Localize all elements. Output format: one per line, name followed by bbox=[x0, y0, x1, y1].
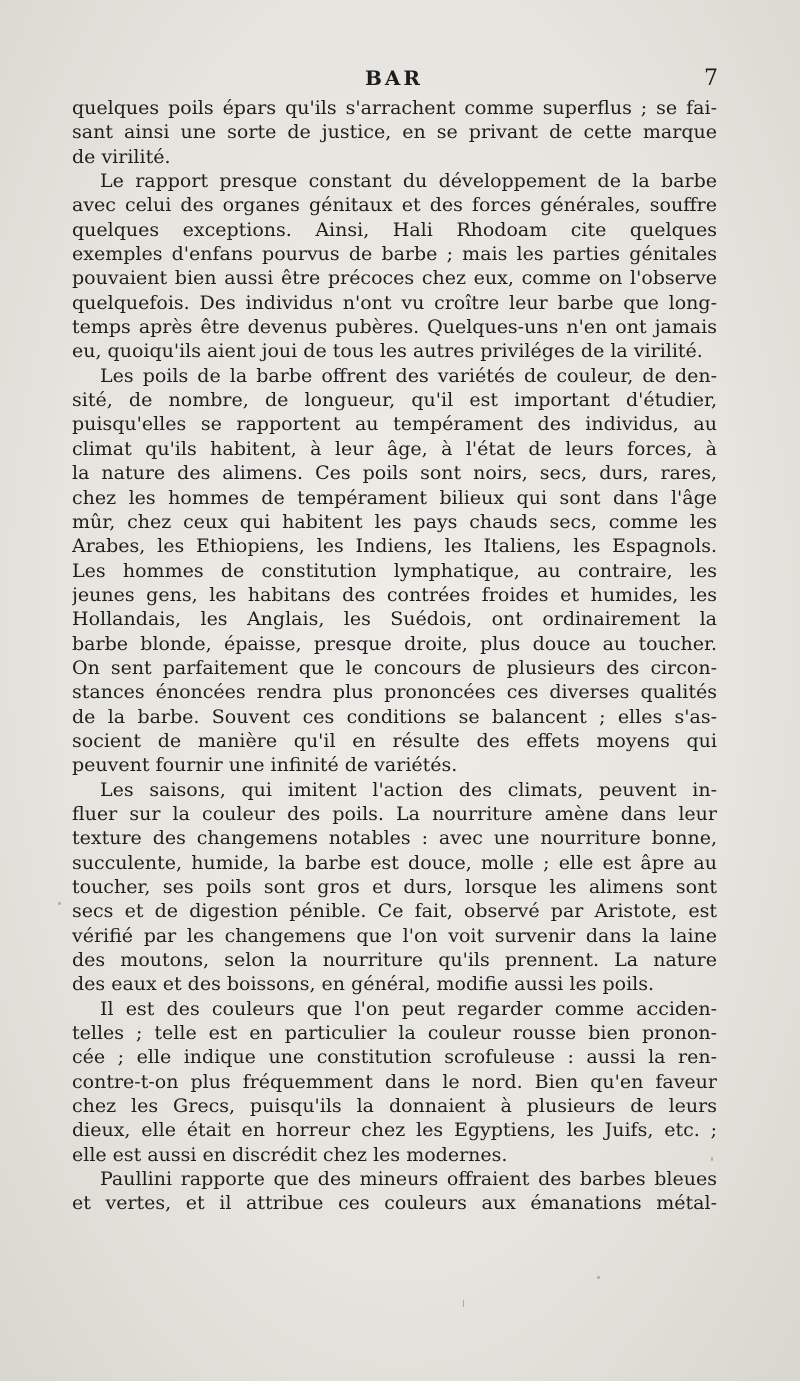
paragraph bbox=[72, 169, 717, 364]
text-line: Les saisons, qui imitent l'action des climats, peuvent in- bbox=[100, 778, 717, 801]
text-line: On sent parfaitement que le concours de plusieurs des circon- bbox=[72, 656, 717, 679]
text-line: fluer sur la couleur des poils. La nourriture amène dans leur bbox=[72, 802, 717, 825]
text-line: quelques exceptions. Ainsi, Hali Rhodoam cite quelques bbox=[72, 218, 717, 241]
text-line: Paullini rapporte que des mineurs offraient des barbes bleues bbox=[100, 1168, 717, 1191]
paragraph bbox=[72, 997, 717, 1167]
text-line: mûr, chez ceux qui habitent les pays chauds secs, comme les bbox=[72, 510, 717, 533]
text-line: Le rapport presque constant du développement de la barbe bbox=[100, 170, 717, 193]
text-line: toucher, ses poils sont gros et durs, lorsque les alimens sont bbox=[72, 876, 717, 898]
text-line: dieux, elle était en horreur chez les Egyptiens, les Juifs, etc. ; bbox=[72, 1119, 717, 1142]
text-line: climat qu'ils habitent, à leur âge, à l'état de leurs forces, à bbox=[72, 437, 717, 460]
text-line: Les hommes de constitution lymphatique, au contraire, les bbox=[72, 559, 717, 582]
text-line: eu, quoiqu'ils aient joui de tous les autres priviléges de la virilité. bbox=[72, 340, 703, 363]
text-line: elle est aussi en discrédit chez les modernes. bbox=[72, 1143, 508, 1166]
text-line: stances énoncées rendra plus prononcées ces diverses qualités bbox=[72, 681, 717, 704]
text-line: avec celui des organes génitaux et des forces générales, souffre bbox=[72, 194, 717, 217]
body-text bbox=[72, 96, 717, 1216]
text-line: des moutons, selon la nourriture qu'ils prennent. La nature bbox=[72, 949, 717, 972]
text-line: socient de manière qu'il en résulte des effets moyens qui bbox=[72, 729, 717, 752]
text-line: Les poils de la barbe offrent des variétés de couleur, de den- bbox=[100, 364, 717, 387]
text-line: temps après être devenus pubères. Quelques-uns n'en ont jamais bbox=[72, 316, 717, 339]
text-line: succulente, humide, la barbe est douce, molle ; elle est âpre au bbox=[72, 851, 717, 874]
text-line: contre-t-on plus fréquemment dans le nord. Bien qu'en faveur bbox=[72, 1070, 717, 1093]
text-line: vérifié par les changemens que l'on voit survenir dans la laine bbox=[72, 924, 717, 947]
paper-speck bbox=[597, 1276, 600, 1279]
text-line: telles ; telle est en particulier la couleur rousse bien pronon- bbox=[72, 1022, 717, 1045]
paper-speck bbox=[463, 1300, 464, 1307]
text-line: quelques poils épars qu'ils s'arrachent comme superflus ; se fai- bbox=[72, 97, 717, 119]
text-line: chez les Grecs, puisqu'ils la donnaient à plusieurs de leurs bbox=[72, 1095, 717, 1118]
text-line: chez les hommes de tempérament bilieux qui sont dans l'âge bbox=[72, 486, 717, 509]
text-line: de la barbe. Souvent ces conditions se balancent ; elles s'as- bbox=[72, 705, 717, 728]
running-head: BAR bbox=[364, 66, 424, 90]
page-number: 7 bbox=[704, 66, 718, 91]
text-line: la nature des alimens. Ces poils sont noirs, secs, durs, rares, bbox=[72, 462, 717, 485]
text-line: jeunes gens, les habitans des contrées froides et humides, les bbox=[72, 583, 717, 606]
text-line: et vertes, et il attribue ces couleurs aux émanations métal- bbox=[72, 1192, 717, 1215]
text-line: sité, de nombre, de longueur, qu'il est important d'étudier, bbox=[72, 389, 717, 412]
text-line: Arabes, les Ethiopiens, les Indiens, les Italiens, les Espagnols. bbox=[72, 535, 717, 558]
text-line: pouvaient bien aussi être précoces chez eux, comme on l'observe bbox=[72, 267, 717, 290]
text-line: de virilité. bbox=[72, 145, 171, 168]
text-line: exemples d'enfans pourvus de barbe ; mais les parties génitales bbox=[72, 243, 717, 266]
paragraph bbox=[72, 364, 717, 778]
text-line: puisqu'elles se rapportent au tempérament des individus, au bbox=[72, 413, 717, 436]
text-line: texture des changemens notables : avec une nourriture bonne, bbox=[72, 827, 717, 850]
text-line: Il est des couleurs que l'on peut regarder comme acciden- bbox=[100, 997, 717, 1020]
paper-speck bbox=[711, 1157, 713, 1161]
text-line: barbe blonde, épaisse, presque droite, plus douce au toucher. bbox=[72, 632, 717, 655]
page-header bbox=[70, 66, 718, 100]
text-line: secs et de digestion pénible. Ce fait, observé par Aristote, est bbox=[72, 900, 717, 923]
text-line: quelquefois. Des individus n'ont vu croître leur barbe que long- bbox=[72, 291, 717, 314]
paper-speck bbox=[58, 902, 61, 905]
text-line: des eaux et des boissons, en général, modifie aussi les poils. bbox=[72, 973, 655, 996]
text-line: peuvent fournir une infinité de variétés. bbox=[72, 754, 458, 777]
paragraph bbox=[72, 1167, 717, 1216]
text-line: Hollandais, les Anglais, les Suédois, ont ordinairement la bbox=[72, 608, 717, 631]
paragraph bbox=[72, 96, 717, 169]
text-line: sant ainsi une sorte de justice, en se privant de cette marque bbox=[72, 121, 717, 144]
text-line: cée ; elle indique une constitution scrofuleuse : aussi la ren- bbox=[72, 1046, 717, 1069]
paragraph bbox=[72, 778, 717, 997]
